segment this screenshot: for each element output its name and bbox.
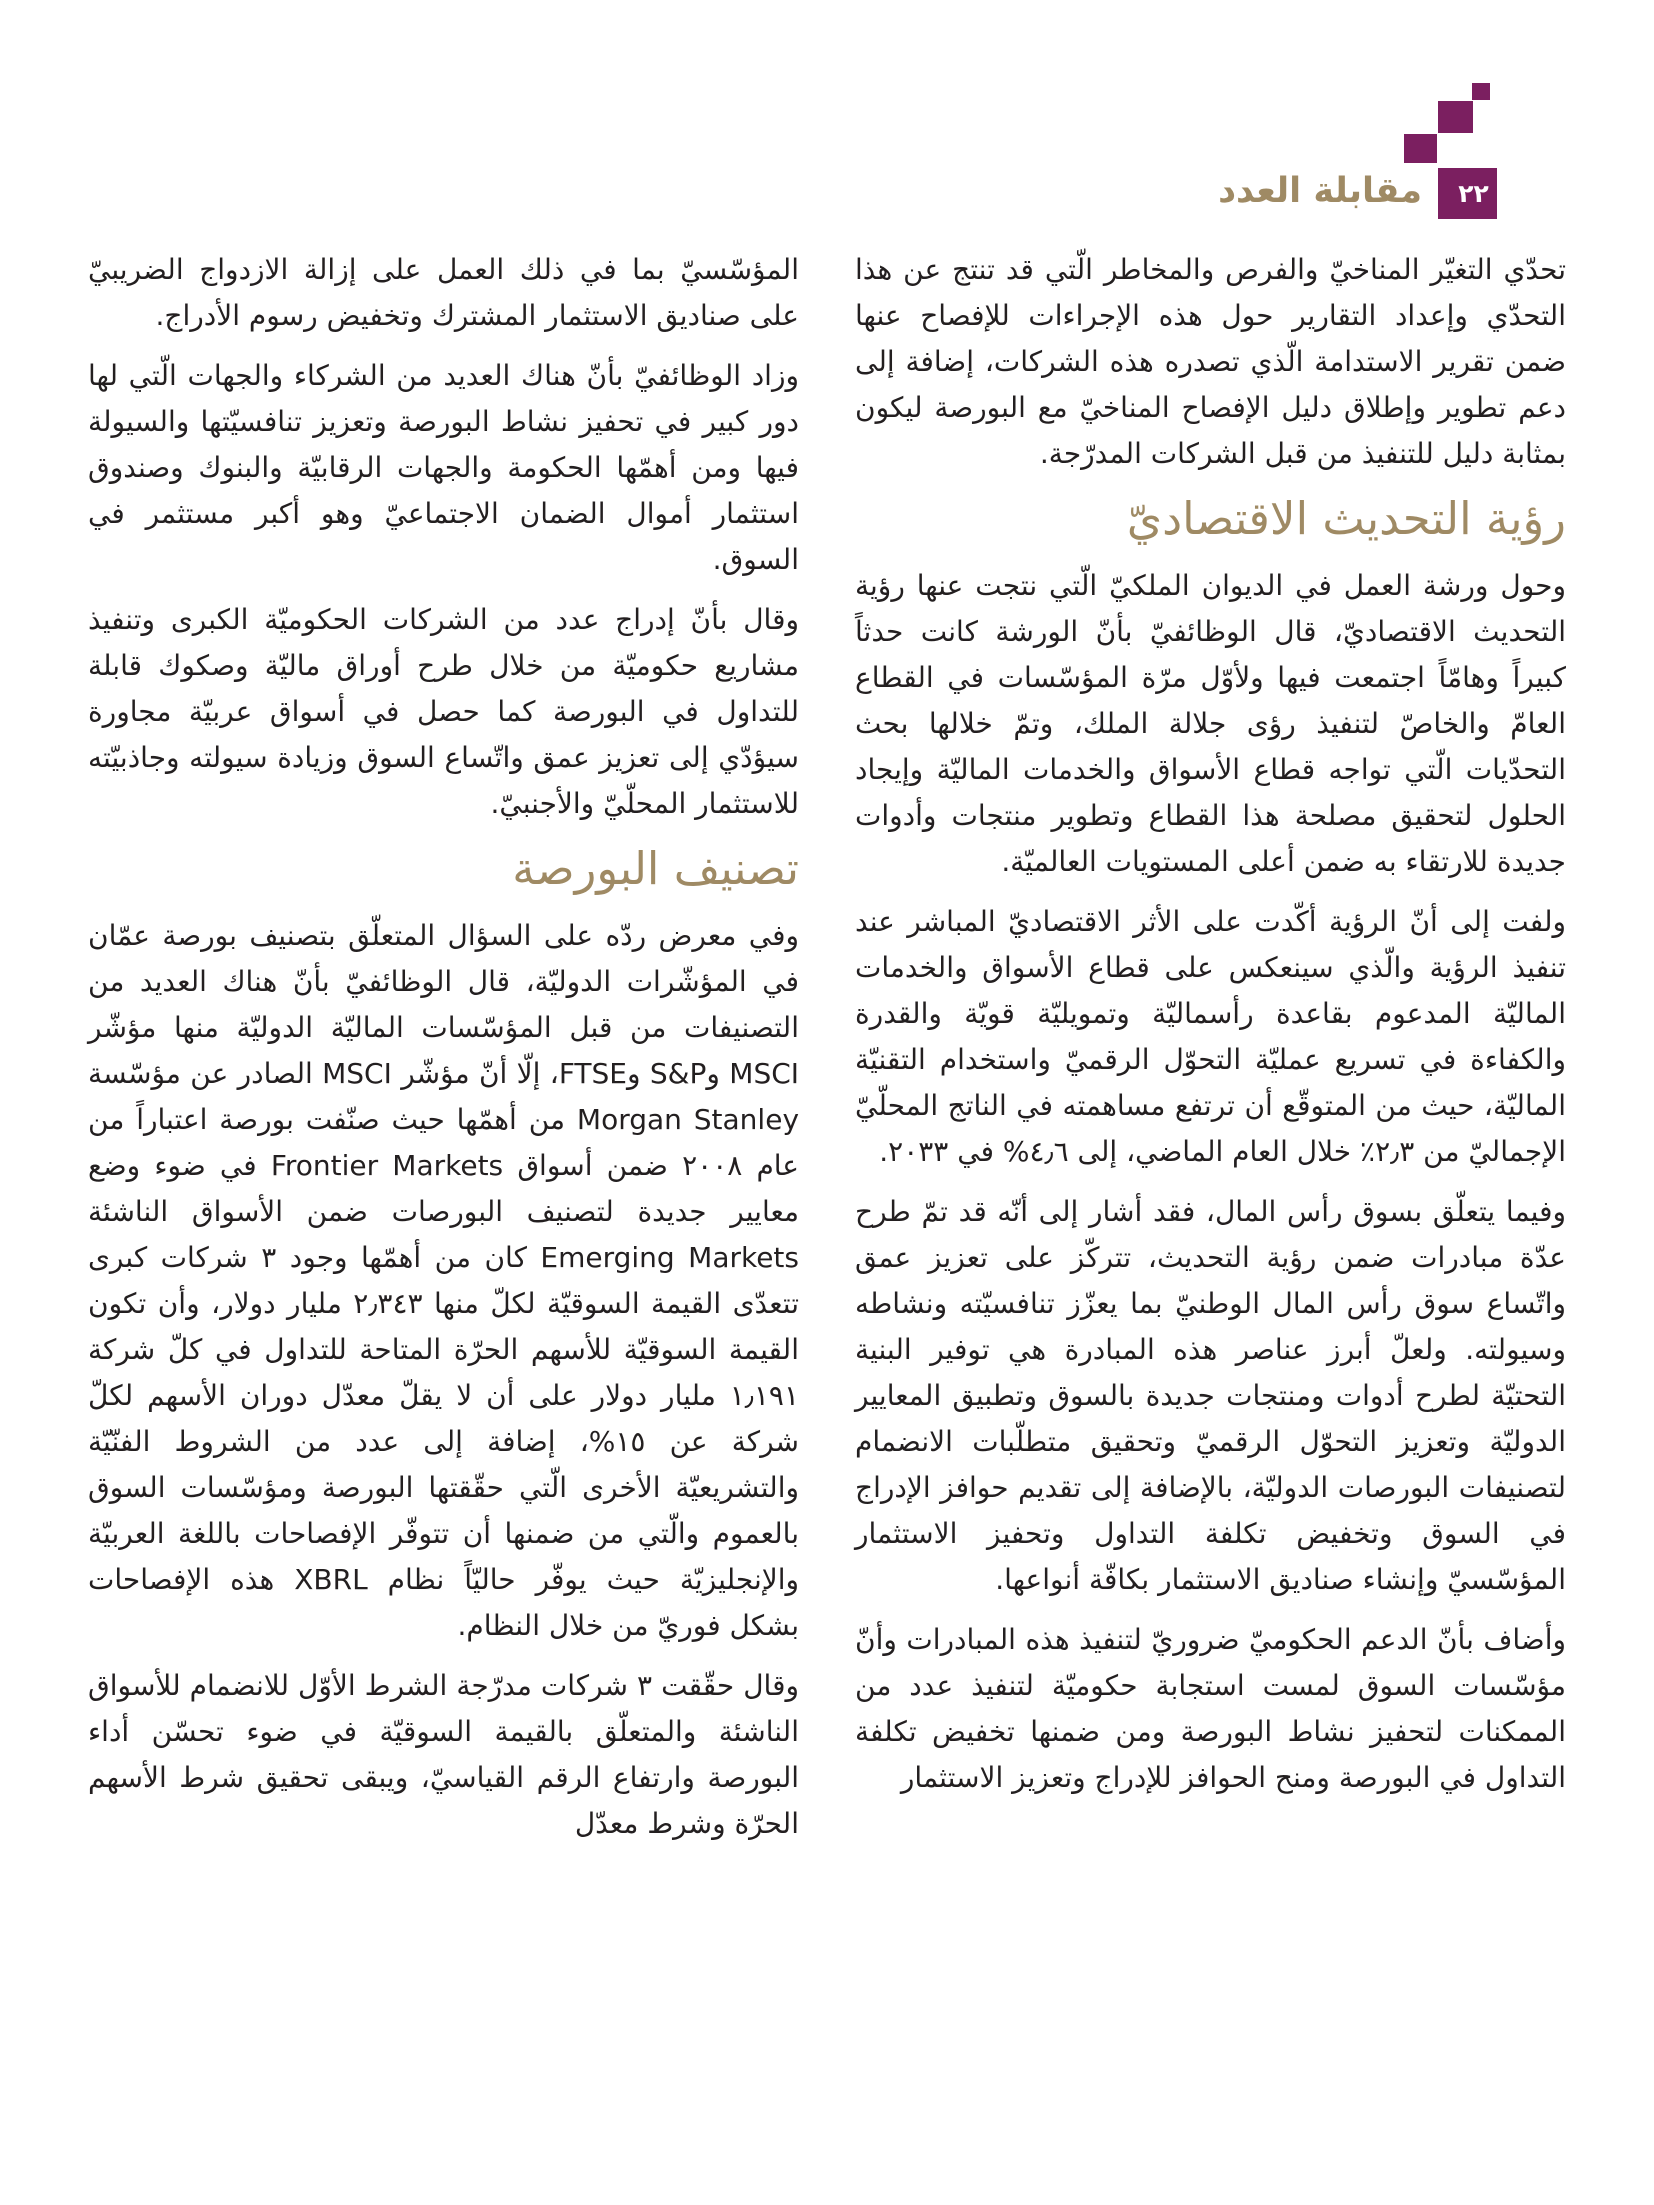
article-paragraph: ولفت إلى أنّ الرؤية أكّدت على الأثر الاقتصاديّ المباشر عند تنفيذ الرؤية والّذي سينعكس على قطاع الأسواق والخدمات الماليّة المدعوم بقاعدة رأسماليّة وتمويليّة قويّة والقدرة والكفاءة في تسريع عمليّة التحوّل الرقميّ واستخدام التقنيّة الماليّة، حيث من المتوقّع أن ترتفع مساهمته في الناتج المحلّيّ الإجماليّ من ٢٫٣٪ خلال العام الماضي، إلى ٤٫٦% في ٢٠٣٣. bbox=[855, 905, 1566, 1169]
column-right bbox=[855, 247, 1566, 1861]
article-paragraph: وأضاف بأنّ الدعم الحكوميّ ضروريّ لتنفيذ هذه المبادرات وأنّ مؤسّسات السوق لمست استجابة حكوميّة لتنفيذ عدد من الممكنات لتحفيز نشاط البورصة ومن ضمنها تخفيض تكلفة التداول في البورصة ومنح الحوافز للإدراج وتعزيز الاستثمار bbox=[855, 1623, 1566, 1795]
decorative-square-medium bbox=[1438, 101, 1473, 133]
page-number-square bbox=[1438, 168, 1497, 219]
section-label: مقابلة العدد bbox=[1218, 171, 1422, 211]
decorative-square-small bbox=[1472, 83, 1490, 100]
article-content bbox=[88, 247, 1566, 1861]
column-left bbox=[88, 247, 799, 1861]
article-paragraph: وقال بأنّ إدراج عدد من الشركات الحكوميّة الكبرى وتنفيذ مشاريع حكوميّة من خلال طرح أوراق ماليّة وصكوك قابلة للتداول في البورصة كما حصل في أسواق عربيّة مجاورة سيؤدّي إلى تعزيز عمق واتّساع السوق وزيادة سيولته وجاذبيّته للاستثمار المحلّيّ والأجنبيّ. bbox=[88, 603, 799, 820]
article-paragraph: وقال حقّقت ٣ شركات مدرّجة الشرط الأوّل للانضمام للأسواق الناشئة والمتعلّق بالقيمة السوقيّة في ضوء تحسّن أداء البورصة وارتفاع الرقم القياسيّ، ويبقى تحقيق شرط الأسهم الحرّة وشرط معدّل bbox=[88, 1669, 799, 1841]
article-paragraph: المؤسّسيّ بما في ذلك العمل على إزالة الازدواج الضريبيّ على صناديق الاستثمار المشترك وتخفيض رسوم الأدراج. bbox=[88, 253, 799, 332]
decorative-square-third bbox=[1404, 134, 1437, 163]
article-paragraph: وفيما يتعلّق بسوق رأس المال، فقد أشار إلى أنّه قد تمّ طرح عدّة مبادرات ضمن رؤية التحديث، تتركّز على تعزيز عمق واتّساع سوق رأس المال الوطنيّ بما يعزّز تنافسيّته ونشاطه وسيولته. ولعلّ أبرز عناصر هذه المبادرة هي توفير البنية التحتيّة لطرح أدوات ومنتجات جديدة بالسوق وتطبيق المعايير الدوليّة وتعزيز التحوّل الرقميّ وتحقيق متطلّبات الانضمام لتصنيفات البورصات الدوليّة، بالإضافة إلى تقديم حوافز الإدراج في السوق وتخفيض تكلفة التداول وتحفيز الاستثمار المؤسّسيّ وإنشاء صناديق الاستثمار بكافّة أنواعها. bbox=[855, 1195, 1566, 1597]
section-heading-exchange-classification: تصنيف البورصة bbox=[512, 842, 799, 895]
page-number: ٢٢ bbox=[1458, 179, 1489, 208]
article-paragraph: وزاد الوظائفيّ بأنّ هناك العديد من الشركاء والجهات الّتي لها دور كبير في تحفيز نشاط البورصة وتعزيز تنافسيّتها والسيولة فيها ومن أهمّها الحكومة والجهات الرقابيّة والبنوك وصندوق استثمار أموال الضمان الاجتماعيّ وهو أكبر مستثمر في السوق. bbox=[88, 359, 799, 576]
article-paragraph: تحدّي التغيّر المناخيّ والفرص والمخاطر الّتي قد تنتج عن هذا التحدّي وإعداد التقارير حول هذه الإجراءات للإفصاح عنها ضمن تقرير الاستدامة الّذي تصدره هذه الشركات، إضافة إلى دعم تطوير وإطلاق دليل الإفصاح المناخيّ مع البورصة ليكون بمثابة دليل للتنفيذ من قبل الشركات المدرّجة. bbox=[855, 253, 1566, 470]
section-heading-economic-vision: رؤية التحديث الاقتصاديّ bbox=[1126, 492, 1566, 545]
article-paragraph: وحول ورشة العمل في الديوان الملكيّ الّتي نتجت عنها رؤية التحديث الاقتصاديّ، قال الوظائفيّ بأنّ الورشة كانت حدثاً كبيراً وهامّاً اجتمعت فيها ولأوّل مرّة المؤسّسات في القطاع العامّ والخاصّ لتنفيذ رؤى جلالة الملك، وتمّ خلالها بحث التحدّيات الّتي تواجه قطاع الأسواق والخدمات الماليّة وإيجاد الحلول لتحقيق مصلحة هذا القطاع وتطوير منتجات وأدوات جديدة للارتقاء به ضمن أعلى المستويات العالميّة. bbox=[855, 569, 1566, 879]
article-paragraph: وفي معرض ردّه على السؤال المتعلّق بتصنيف بورصة عمّان في المؤشّرات الدوليّة، قال الوظائفيّ بأنّ هناك العديد من التصنيفات من قبل المؤسّسات الماليّة الدوليّة منها مؤشّر MSCI وS&P وFTSE، إلّا أنّ مؤشّر MSCI الصادر عن مؤسّسة Morgan Stanley من أهمّها حيث صنّفت بورصة اعتباراً من عام ٢٠٠٨ ضمن أسواق Frontier Markets في ضوء وضع معايير جديدة لتصنيف البورصات ضمن الأسواق الناشئة Emerging Markets كان من أهمّها وجود ٣ شركات كبرى تتعدّى القيمة السوقيّة لكلّ منها ٢٫٣٤٣ مليار دولار، وأن تكون القيمة السوقيّة للأسهم الحرّة المتاحة للتداول في كلّ شركة ١٫١٩١ مليار دولار على أن لا يقلّ معدّل دوران الأسهم لكلّ شركة عن ١٥%، إضافة إلى عدد من الشروط الفنّيّة والتشريعيّة الأخرى الّتي حقّقتها البورصة ومؤسّسات السوق بالعموم والّتي من ضمنها أن تتوفّر الإفصاحات باللغة العربيّة والإنجليزيّة حيث يوفّر حاليّاً نظام XBRL هذه الإفصاحات بشكل فوريّ من خلال النظام. bbox=[88, 919, 800, 1643]
